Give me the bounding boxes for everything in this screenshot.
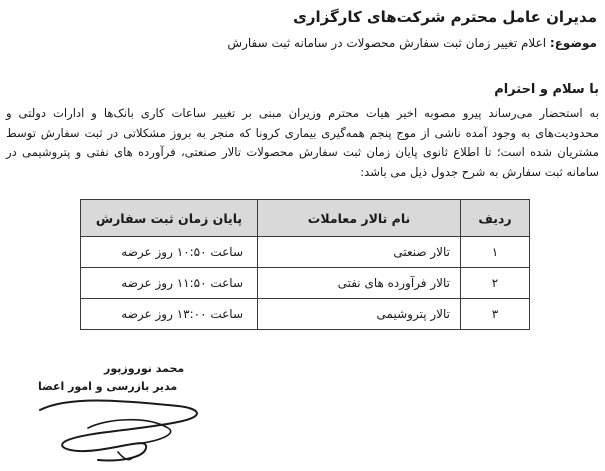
row-number: ۳ <box>461 299 530 330</box>
body-paragraph: به استحضار می‌رساند پیرو مصوبه اخیر هیات محترم وزیران مبنی بر تغییر ساعات کاری بانک‌ها و ادارات دولتی و محدودیت‌های به وجود آمده ناشی از موج پنجم همه‌گیری بیماری کرونا که منجر به بروز مشکلاتی در ثبت سفارش توسط مشتریان شده است؛ تا اطلاع ثانوی پایان زمان ثبت سفارش محصولات تالار صنعتی، فرآورده های نفتی و پتروشیمی در سامانه ثبت سفارش به شرح جدول ذیل می باشد: <box>6 106 599 179</box>
signer-title: مدیر بازرسی و امور اعضا <box>38 380 178 393</box>
greeting: با سلام و احترام <box>494 82 599 97</box>
table-row <box>81 268 530 299</box>
table-row <box>81 299 530 330</box>
table-row <box>81 237 530 268</box>
schedule-table <box>80 199 530 330</box>
row-number: ۲ <box>461 268 530 299</box>
signer-name: محمد نوروزپور <box>104 362 185 375</box>
hall-name: تالار صنعتی <box>258 237 461 268</box>
hall-name: تالار فرآورده های نفتی <box>258 268 461 299</box>
header-row-number: ردیف <box>461 200 530 237</box>
deadline-time: ساعت ۱۰:۵۰ روز عرضه <box>81 237 258 268</box>
row-number: ۱ <box>461 237 530 268</box>
table-header-row <box>81 200 530 237</box>
subject-label: موضوع: <box>549 36 597 50</box>
header-order-deadline: پایان زمان ثبت سفارش <box>81 200 258 237</box>
subject-line <box>7 34 597 52</box>
hall-name: تالار پتروشیمی <box>258 299 461 330</box>
recipient-line: مدیران عامل محترم شرکت‌های کارگزاری <box>293 8 597 26</box>
subject-text: اعلام تغییر زمان ثبت سفارش محصولات در سامانه ثبت سفارش <box>227 36 547 50</box>
header-hall-name: نام تالار معاملات <box>258 200 461 237</box>
handwritten-signature <box>28 388 228 468</box>
deadline-time: ساعت ۱۱:۵۰ روز عرضه <box>81 268 258 299</box>
deadline-time: ساعت ۱۳:۰۰ روز عرضه <box>81 299 258 330</box>
